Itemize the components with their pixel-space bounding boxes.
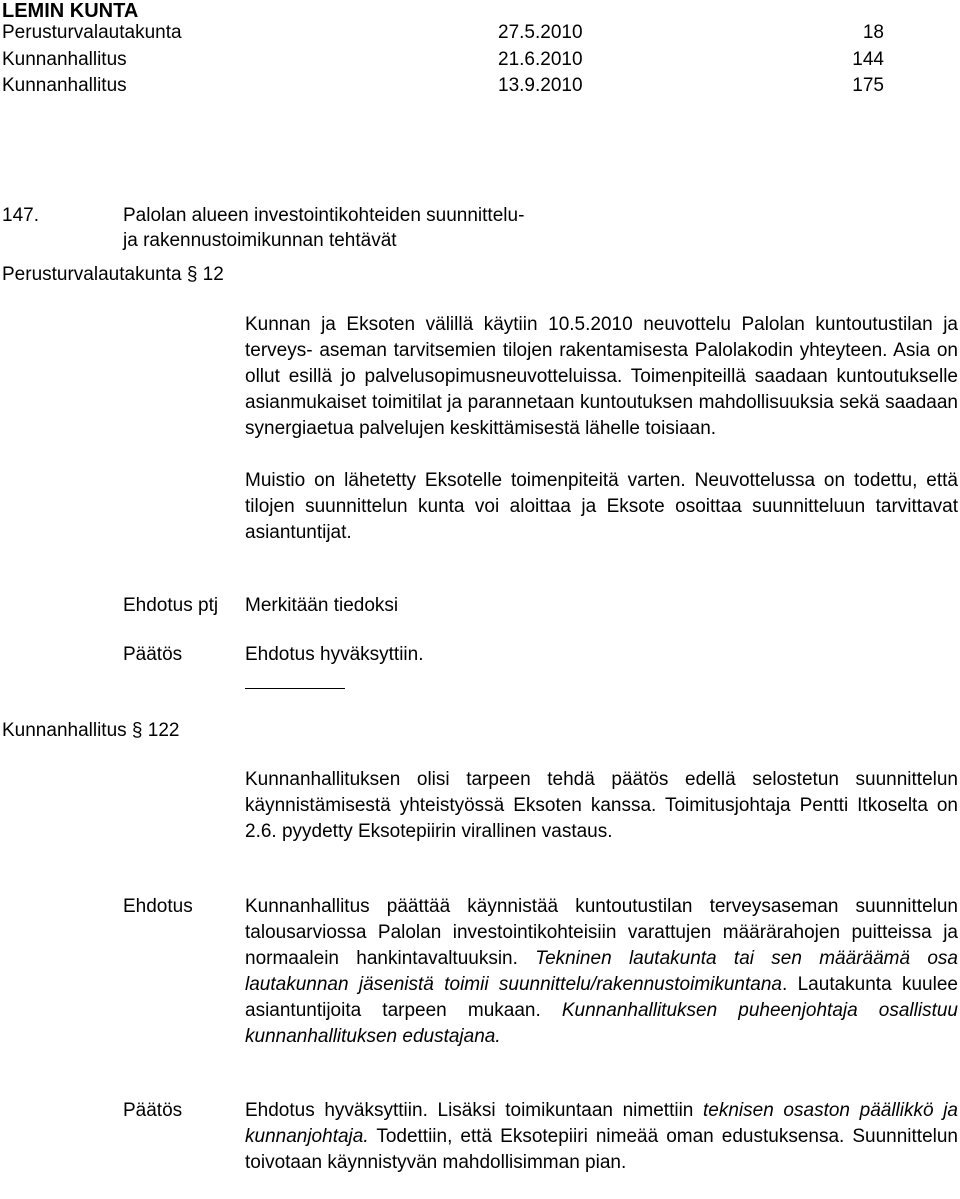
proposal-text: Kunnanhallitus päättää käynnistää kuntoutustilan terveysaseman suunnittelun talousarviossa Palolan investointikohteisiin varattujen määrärahojen puitteissa ja normaalein hankintavaltuuksin. (245, 896, 958, 969)
item-number: 147. (2, 205, 39, 226)
decision-text: Ehdotus hyväksyttiin. Lisäksi toimikuntaan nimettiin (245, 1100, 704, 1121)
decision-text: Todettiin, että Eksotepiiri nimeää oman edustuksensa. Suunnittelun toivotaan käynnistyvän mahdollisimman pian. (245, 1126, 958, 1173)
item-title-line1: Palolan alueen investointikohteiden suunnittelu- (123, 205, 525, 226)
item-title-line2: ja rakennustoimikunnan tehtävät (123, 230, 397, 251)
history-body: Kunnanhallitus (2, 49, 127, 70)
proposal-text: . Lautakunta kuulee asiantuntijoita tarpeen mukaan. (245, 974, 958, 1021)
history-body: Perusturvalautakunta (2, 22, 182, 43)
section1-ref: Perusturvalautakunta § 12 (2, 264, 224, 285)
history-section: 175 (852, 75, 884, 96)
history-date: 21.6.2010 (498, 49, 583, 70)
section2-decision-label: Päätös (123, 1100, 183, 1121)
history-row (2, 49, 902, 74)
history-row (2, 22, 902, 47)
section1-body (245, 312, 958, 546)
section1-decision-label: Päätös (123, 644, 183, 665)
history-date: 13.9.2010 (498, 75, 583, 96)
section1-proposal-label: Ehdotus ptj (123, 595, 219, 616)
proposal-italic-text: Kunnanhallituksen puheenjohtaja osallistuu kunnanhallituksen edustajana. (245, 1000, 958, 1047)
section2-proposal-label: Ehdotus (123, 896, 193, 917)
section1-para2: Muistio on lähetetty Eksotelle toimenpiteitä varten. Neuvottelussa on todettu, että tilojen suunnittelun kunta voi aloittaa ja Eksote osoittaa suunnitteluun tarvittavat asiantuntijat. (245, 470, 958, 543)
history-section: 144 (852, 49, 884, 70)
section1-proposal-text: Merkitään tiedoksi (245, 595, 399, 616)
section-divider (245, 688, 345, 689)
organization-name: LEMIN KUNTA (2, 0, 139, 22)
history-section: 18 (862, 22, 884, 43)
history-body: Kunnanhallitus (2, 75, 127, 96)
history-date: 27.5.2010 (498, 22, 583, 43)
proposal-italic-text: Tekninen lautakunta tai sen määräämä osa lautakunnan jäsenistä toimii suunnittelu/rakennustoimikuntana (245, 948, 958, 995)
section2-intro: Kunnanhallituksen olisi tarpeen tehdä päätös edellä selostetun suunnittelun käynnistämisestä yhteistyössä Eksoten kanssa. Toimitusjohtaja Pentti Itkoselta on 2.6. pyydetty Eksotepiirin virallinen vastaus. (245, 769, 958, 842)
section2-proposal (245, 894, 958, 1050)
section1-decision-text: Ehdotus hyväksyttiin. (245, 644, 424, 665)
section1-para1: Kunnan ja Eksoten välillä käytiin 10.5.2010 neuvottelu Palolan kuntoutustilan ja terveys- aseman tarvitsemien tilojen rakentamisesta Palolakodin yhteyteen. Asia on ollut esillä jo palvelusopimusneuvotteluissa. Toimenpiteillä saadaan kuntoutukselle asianmukaiset toimitilat ja parannetaan kuntoutuksen mahdollisuuksia sekä saadaan synergiaetua palvelujen keskittämisestä lähelle toisiaan. (245, 314, 958, 439)
history-row (2, 75, 902, 100)
section2-decision (245, 1098, 958, 1176)
section2-ref: Kunnanhallitus § 122 (2, 720, 180, 741)
decision-italic-text: teknisen osaston päällikkö ja kunnanjohtaja. (245, 1100, 958, 1147)
